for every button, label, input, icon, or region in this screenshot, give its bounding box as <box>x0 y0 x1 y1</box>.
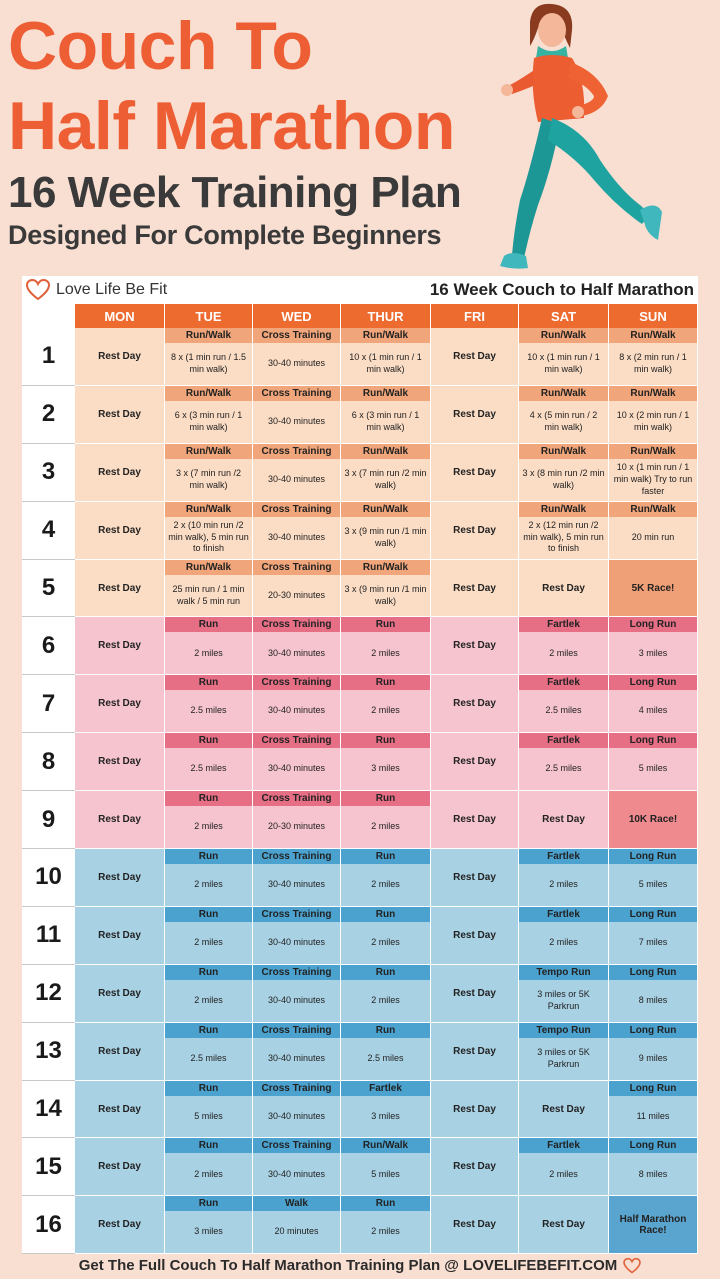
rest-day-cell: Rest Day <box>519 560 609 618</box>
rest-day-cell: Rest Day <box>75 444 165 502</box>
workout-type: Cross Training <box>253 328 340 343</box>
day-header-fri: FRI <box>431 304 519 328</box>
workout-cell <box>341 444 431 502</box>
workout-type: Run/Walk <box>165 502 252 517</box>
rest-day-cell: Rest Day <box>431 1138 519 1196</box>
rest-day-cell: Rest Day <box>519 1196 609 1254</box>
workout-cell <box>253 849 341 907</box>
week-number: 15 <box>22 1138 75 1196</box>
brand-name: Love Life Be Fit <box>56 281 168 298</box>
week-number: 12 <box>22 965 75 1023</box>
workout-cell <box>253 791 341 849</box>
rest-day-cell: Rest Day <box>75 1138 165 1196</box>
workout-detail: 9 miles <box>638 1052 668 1063</box>
workout-detail: 8 x (2 min run / 1 min walk) <box>619 352 687 374</box>
rest-day-cell: Rest Day <box>75 386 165 444</box>
workout-detail: 2.5 miles <box>190 763 227 774</box>
workout-cell <box>165 675 253 733</box>
workout-detail: 20-30 minutes <box>267 589 326 600</box>
workout-detail: 30-40 minutes <box>267 1168 326 1179</box>
workout-cell <box>253 965 341 1023</box>
card-header <box>22 276 698 304</box>
workout-detail: 2 miles <box>194 647 223 658</box>
workout-type: Fartlek <box>519 849 608 864</box>
rest-day-cell: Rest Day <box>75 733 165 791</box>
workout-detail: 30-40 minutes <box>267 531 326 542</box>
workout-cell <box>341 733 431 791</box>
workout-cell <box>165 617 253 675</box>
workout-type: Cross Training <box>253 386 340 401</box>
workout-type: Tempo Run <box>519 965 608 980</box>
workout-detail: 2.5 miles <box>367 1052 404 1063</box>
subtitle: 16 Week Training Plan <box>8 168 462 217</box>
workout-type: Cross Training <box>253 1138 340 1153</box>
workout-cell <box>165 733 253 791</box>
workout-cell <box>341 791 431 849</box>
week-number: 16 <box>22 1196 75 1254</box>
rest-day-cell: Rest Day <box>519 791 609 849</box>
week-number: 2 <box>22 386 75 444</box>
workout-type: Run <box>341 849 430 864</box>
workout-detail: 30-40 minutes <box>267 763 326 774</box>
workout-type: Walk <box>253 1196 340 1211</box>
workout-type: Cross Training <box>253 502 340 517</box>
workout-detail: 3 miles <box>371 763 400 774</box>
week-number: 1 <box>22 328 75 386</box>
workout-detail: 20 min run <box>631 531 675 542</box>
workout-detail: 30-40 minutes <box>267 415 326 426</box>
rest-day-cell: Rest Day <box>75 328 165 386</box>
workout-cell <box>609 386 698 444</box>
workout-detail: 3 x (7 min run /2 min walk) <box>175 468 242 490</box>
workout-cell <box>165 386 253 444</box>
workout-type: Run <box>341 907 430 922</box>
rest-day-cell: Rest Day <box>519 1081 609 1139</box>
workout-cell <box>165 849 253 907</box>
week-number: 8 <box>22 733 75 791</box>
workout-type: Fartlek <box>519 1138 608 1153</box>
workout-cell <box>165 791 253 849</box>
workout-type: Run/Walk <box>519 502 608 517</box>
workout-detail: 5 miles <box>371 1168 400 1179</box>
plan-grid <box>22 304 698 1254</box>
workout-detail: 10 x (2 min run / 1 min walk) <box>616 410 690 432</box>
workout-cell <box>341 560 431 618</box>
workout-type: Run <box>341 675 430 690</box>
workout-detail: 11 miles <box>636 1110 670 1121</box>
workout-cell <box>253 444 341 502</box>
workout-cell <box>253 560 341 618</box>
workout-type: Run <box>341 617 430 632</box>
workout-cell <box>519 444 609 502</box>
rest-day-cell: Rest Day <box>75 502 165 560</box>
workout-detail: 3 miles or 5K Parkrun <box>537 1046 590 1069</box>
workout-cell <box>253 502 341 560</box>
workout-cell <box>609 328 698 386</box>
workout-type: Run <box>341 791 430 806</box>
workout-type: Run/Walk <box>341 328 430 343</box>
workout-type: Run <box>165 965 252 980</box>
race-cell: 10K Race! <box>609 791 698 849</box>
workout-cell <box>253 733 341 791</box>
workout-type: Cross Training <box>253 733 340 748</box>
workout-type: Run/Walk <box>609 328 697 343</box>
rest-day-cell: Rest Day <box>431 733 519 791</box>
workout-cell <box>165 1138 253 1196</box>
workout-detail: 2 miles <box>549 879 578 890</box>
workout-detail: 10 x (1 min run / 1 min walk) <box>349 352 422 374</box>
workout-detail: 2 miles <box>194 937 223 947</box>
workout-detail: 30-40 minutes <box>267 473 326 484</box>
day-header-sun: SUN <box>609 304 698 328</box>
week-number: 14 <box>22 1081 75 1139</box>
workout-detail: 2.5 miles <box>190 1052 227 1063</box>
workout-type: Cross Training <box>253 1023 340 1038</box>
workout-detail: 2 x (12 min run /2 min walk), 5 min run to finish <box>523 520 604 554</box>
workout-type: Run <box>341 733 430 748</box>
rest-day-cell: Rest Day <box>75 849 165 907</box>
workout-detail: 7 miles <box>638 937 668 947</box>
rest-day-cell: Rest Day <box>431 502 519 560</box>
workout-detail: 30-40 minutes <box>267 994 326 1005</box>
workout-type: Run <box>165 675 252 690</box>
workout-cell <box>341 849 431 907</box>
workout-type: Run <box>165 1138 252 1153</box>
workout-detail: 2 miles <box>549 1168 578 1179</box>
tagline: Designed For Complete Beginners <box>8 220 442 250</box>
workout-type: Run <box>165 733 252 748</box>
workout-cell <box>253 1023 341 1081</box>
workout-cell <box>609 444 698 502</box>
workout-cell <box>341 502 431 560</box>
workout-detail: 10 x (1 min run / 1 min walk) Try to run faster <box>613 462 693 496</box>
workout-type: Fartlek <box>519 617 608 632</box>
workout-cell <box>341 1196 431 1254</box>
day-header-wed: WED <box>253 304 341 328</box>
workout-type: Long Run <box>609 617 697 632</box>
workout-type: Run <box>341 1023 430 1038</box>
workout-detail: 3 x (8 min run /2 min walk) <box>522 468 605 490</box>
workout-detail: 3 x (9 min run /1 min walk) <box>344 525 427 548</box>
workout-cell <box>341 1081 431 1139</box>
workout-type: Run/Walk <box>341 444 430 459</box>
rest-day-cell: Rest Day <box>431 444 519 502</box>
workout-detail: 6 x (3 min run / 1 min walk) <box>174 410 243 432</box>
workout-type: Run/Walk <box>341 1138 430 1153</box>
week-number: 10 <box>22 849 75 907</box>
workout-detail: 10 x (1 min run / 1 min walk) <box>527 352 600 374</box>
workout-cell <box>519 502 609 560</box>
workout-detail: 30-40 minutes <box>267 1052 326 1063</box>
workout-detail: 30-40 minutes <box>267 705 326 716</box>
workout-detail: 3 x (7 min run /2 min walk) <box>344 468 427 490</box>
rest-day-cell: Rest Day <box>431 791 519 849</box>
workout-type: Cross Training <box>253 907 340 922</box>
workout-type: Fartlek <box>519 907 608 922</box>
workout-cell <box>609 1081 698 1139</box>
workout-type: Run/Walk <box>165 444 252 459</box>
workout-detail: 20-30 minutes <box>267 821 326 832</box>
workout-type: Long Run <box>609 849 697 864</box>
race-cell: 5K Race! <box>609 560 698 618</box>
workout-detail: 5 miles <box>638 879 668 890</box>
workout-type: Long Run <box>609 907 697 922</box>
footer-text: Get The Full Couch To Half Marathon Training Plan @ LOVELIFEBEFIT.COM <box>78 1257 618 1274</box>
workout-type: Long Run <box>609 1023 697 1038</box>
workout-detail: 2 miles <box>371 994 400 1005</box>
workout-detail: 2.5 miles <box>545 763 582 774</box>
rest-day-cell: Rest Day <box>431 965 519 1023</box>
week-number: 11 <box>22 907 75 965</box>
workout-cell <box>341 675 431 733</box>
workout-cell <box>519 907 609 965</box>
workout-cell <box>609 1138 698 1196</box>
workout-detail: 3 miles <box>371 1110 400 1121</box>
workout-cell <box>253 1081 341 1139</box>
workout-detail: 8 x (1 min run / 1.5 min walk) <box>170 352 247 374</box>
workout-cell <box>341 617 431 675</box>
workout-type: Run <box>341 965 430 980</box>
workout-detail: 25 min run / 1 min walk / 5 min run <box>172 583 245 606</box>
rest-day-cell: Rest Day <box>75 675 165 733</box>
workout-type: Run <box>165 791 252 806</box>
workout-cell <box>609 965 698 1023</box>
day-header-mon: MON <box>75 304 165 328</box>
workout-type: Run/Walk <box>341 502 430 517</box>
workout-type: Run/Walk <box>165 386 252 401</box>
workout-detail: 2 miles <box>371 1226 400 1237</box>
workout-detail: 30-40 minutes <box>267 879 326 890</box>
workout-type: Run <box>165 907 252 922</box>
workout-detail: 8 miles <box>638 1168 668 1179</box>
workout-detail: 2.5 miles <box>545 705 582 716</box>
week-number: 4 <box>22 502 75 560</box>
workout-detail: 3 miles or 5K Parkrun <box>537 989 590 1011</box>
workout-cell <box>519 1138 609 1196</box>
workout-type: Run <box>165 1023 252 1038</box>
rest-day-cell: Rest Day <box>431 328 519 386</box>
rest-day-cell: Rest Day <box>75 560 165 618</box>
rest-day-cell: Rest Day <box>75 907 165 965</box>
rest-day-cell: Rest Day <box>75 965 165 1023</box>
workout-cell <box>609 675 698 733</box>
workout-type: Run/Walk <box>519 444 608 459</box>
workout-type: Run/Walk <box>609 386 697 401</box>
workout-type: Cross Training <box>253 560 340 575</box>
workout-detail: 2 miles <box>194 879 223 890</box>
workout-detail: 2 miles <box>549 937 578 947</box>
workout-cell <box>341 965 431 1023</box>
workout-detail: 2 miles <box>371 705 400 716</box>
workout-cell <box>165 1023 253 1081</box>
rest-day-cell: Rest Day <box>431 1081 519 1139</box>
workout-type: Run/Walk <box>165 560 252 575</box>
training-plan-card <box>22 276 698 1250</box>
workout-cell <box>519 386 609 444</box>
workout-cell <box>341 328 431 386</box>
week-number: 5 <box>22 560 75 618</box>
workout-cell <box>253 328 341 386</box>
workout-type: Cross Training <box>253 849 340 864</box>
workout-type: Cross Training <box>253 675 340 690</box>
workout-type: Long Run <box>609 675 697 690</box>
workout-detail: 2 x (10 min run /2 min walk), 5 min run to finish <box>168 520 249 554</box>
rest-day-cell: Rest Day <box>75 1023 165 1081</box>
workout-detail: 2.5 miles <box>190 705 227 716</box>
workout-detail: 20 minutes <box>274 1226 319 1237</box>
rest-day-cell: Rest Day <box>431 1023 519 1081</box>
week-number: 13 <box>22 1023 75 1081</box>
rest-day-cell: Rest Day <box>75 1196 165 1254</box>
workout-detail: 5 miles <box>194 1110 223 1121</box>
rest-day-cell: Rest Day <box>431 849 519 907</box>
week-number: 6 <box>22 617 75 675</box>
workout-cell <box>253 907 341 965</box>
workout-detail: 30-40 minutes <box>267 1110 326 1121</box>
footer <box>0 1252 720 1279</box>
workout-cell <box>519 965 609 1023</box>
workout-cell <box>253 386 341 444</box>
workout-cell <box>609 907 698 965</box>
workout-type: Long Run <box>609 1081 697 1096</box>
rest-day-cell: Rest Day <box>431 386 519 444</box>
workout-detail: 8 miles <box>638 994 668 1005</box>
workout-cell <box>341 1023 431 1081</box>
workout-detail: 2 miles <box>371 937 400 947</box>
workout-type: Cross Training <box>253 1081 340 1096</box>
workout-cell <box>519 1023 609 1081</box>
workout-type: Cross Training <box>253 965 340 980</box>
workout-cell <box>253 675 341 733</box>
workout-type: Tempo Run <box>519 1023 608 1038</box>
workout-type: Cross Training <box>253 444 340 459</box>
workout-cell <box>609 849 698 907</box>
rest-day-cell: Rest Day <box>431 675 519 733</box>
workout-cell <box>519 675 609 733</box>
heart-icon <box>26 279 50 301</box>
workout-type: Run <box>165 1081 252 1096</box>
workout-detail: 2 miles <box>371 647 400 658</box>
workout-cell <box>253 1138 341 1196</box>
workout-cell <box>165 328 253 386</box>
workout-type: Run <box>165 849 252 864</box>
workout-cell <box>609 502 698 560</box>
workout-cell <box>519 849 609 907</box>
workout-type: Long Run <box>609 965 697 980</box>
workout-type: Run/Walk <box>609 502 697 517</box>
workout-type: Run <box>165 1196 252 1211</box>
workout-detail: 6 x (3 min run / 1 min walk) <box>351 410 420 432</box>
workout-cell <box>165 965 253 1023</box>
week-number: 9 <box>22 791 75 849</box>
workout-cell <box>609 733 698 791</box>
rest-day-cell: Rest Day <box>431 1196 519 1254</box>
rest-day-cell: Rest Day <box>431 560 519 618</box>
rest-day-cell: Rest Day <box>75 1081 165 1139</box>
week-number: 3 <box>22 444 75 502</box>
workout-detail: 4 x (5 min run / 2 min walk) <box>529 410 598 432</box>
workout-type: Long Run <box>609 733 697 748</box>
workout-type: Run <box>341 1196 430 1211</box>
workout-type: Run/Walk <box>165 328 252 343</box>
title-line-1: Couch To <box>8 8 313 84</box>
workout-type: Run <box>165 617 252 632</box>
workout-cell <box>165 560 253 618</box>
workout-cell <box>253 1196 341 1254</box>
title-line-2: Half Marathon <box>8 88 455 164</box>
workout-detail: 30-40 minutes <box>267 358 326 369</box>
workout-type: Run/Walk <box>519 328 608 343</box>
workout-type: Run/Walk <box>341 386 430 401</box>
workout-detail: 30-40 minutes <box>267 647 326 658</box>
workout-type: Run/Walk <box>341 560 430 575</box>
workout-type: Fartlek <box>341 1081 430 1096</box>
workout-cell <box>165 907 253 965</box>
rest-day-cell: Rest Day <box>431 907 519 965</box>
race-cell: Half Marathon Race! <box>609 1196 698 1254</box>
workout-detail: 3 x (9 min run /1 min walk) <box>344 583 427 606</box>
workout-detail: 3 miles <box>194 1226 223 1237</box>
heart-icon <box>623 1258 641 1274</box>
workout-detail: 30-40 minutes <box>267 937 326 947</box>
day-header-tue: TUE <box>165 304 253 328</box>
week-number: 7 <box>22 675 75 733</box>
workout-detail: 2 miles <box>194 821 223 832</box>
workout-cell <box>609 617 698 675</box>
rest-day-cell: Rest Day <box>75 617 165 675</box>
workout-cell <box>519 733 609 791</box>
workout-type: Run/Walk <box>609 444 697 459</box>
grid-corner <box>22 304 75 328</box>
workout-type: Cross Training <box>253 791 340 806</box>
workout-cell <box>165 444 253 502</box>
workout-detail: 5 miles <box>638 763 668 774</box>
brand <box>26 278 167 302</box>
workout-detail: 3 miles <box>638 647 668 658</box>
workout-cell <box>519 617 609 675</box>
workout-detail: 2 miles <box>549 647 578 658</box>
workout-type: Fartlek <box>519 733 608 748</box>
rest-day-cell: Rest Day <box>75 791 165 849</box>
workout-detail: 2 miles <box>194 1168 223 1179</box>
card-title: 16 Week Couch to Half Marathon <box>429 280 694 299</box>
workout-type: Run/Walk <box>519 386 608 401</box>
header <box>0 0 720 268</box>
workout-detail: 4 miles <box>638 705 668 716</box>
workout-type: Fartlek <box>519 675 608 690</box>
workout-cell <box>609 1023 698 1081</box>
workout-detail: 2 miles <box>371 879 400 890</box>
workout-detail: 2 miles <box>371 821 400 832</box>
workout-cell <box>341 386 431 444</box>
workout-cell <box>165 1196 253 1254</box>
workout-cell <box>341 1138 431 1196</box>
day-header-thur: THUR <box>341 304 431 328</box>
workout-cell <box>341 907 431 965</box>
day-header-sat: SAT <box>519 304 609 328</box>
workout-cell <box>519 328 609 386</box>
runner-illustration <box>490 0 690 278</box>
workout-cell <box>253 617 341 675</box>
workout-type: Long Run <box>609 1138 697 1153</box>
rest-day-cell: Rest Day <box>431 617 519 675</box>
workout-cell <box>165 502 253 560</box>
workout-type: Cross Training <box>253 617 340 632</box>
workout-detail: 2 miles <box>194 994 223 1005</box>
workout-cell <box>165 1081 253 1139</box>
